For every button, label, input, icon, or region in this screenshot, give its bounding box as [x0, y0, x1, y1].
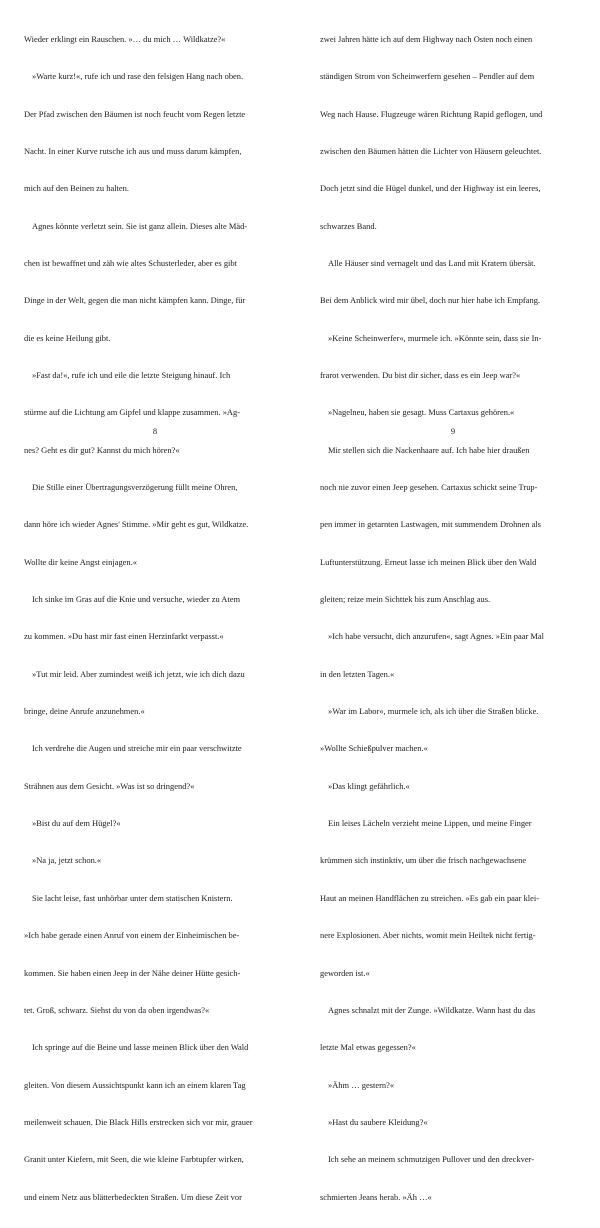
- text-line: Der Pfad zwischen den Bäumen ist noch feucht vom Regen letzte: [24, 108, 246, 119]
- text-line: »Das klingt gefährlich.«: [328, 780, 410, 791]
- text-line: »Ich habe gerade einen Anruf von einem der Einheimischen be-: [24, 930, 240, 941]
- text-line: Die Stille einer Übertragungsverzögerung füllt meine Ohren,: [32, 482, 238, 493]
- text-line: chen ist bewaffnet und zäh wie altes Schusterleder, aber es gibt: [24, 257, 237, 268]
- text-line: bringe, deine Anrufe anzunehmen.«: [24, 706, 145, 717]
- text-line: Wieder erklingt ein Rauschen. »… du mich … Wildkatze?«: [24, 33, 226, 44]
- text-line: pen immer in getarnten Lastwagen, mit summendem Drohnen als: [320, 519, 541, 530]
- text-line: »Na ja, jetzt schon.«: [32, 855, 102, 866]
- text-line: »Hast du saubere Kleidung?«: [328, 1116, 428, 1127]
- left-page-text: [24, 8, 286, 1228]
- text-line: die es keine Heilung gibt.: [24, 332, 111, 343]
- text-line: Ich sinke im Gras auf die Knie und versuche, wieder zu Atem: [32, 594, 241, 605]
- text-line: »Keine Scheinwerfer«, murmele ich. »Könnte sein, dass sie In-: [328, 332, 542, 343]
- text-line: gleiten. Von diesem Aussichtspunkt kann ich an einem klaren Tag: [24, 1079, 246, 1090]
- text-line: Wollte dir keine Angst einjagen.«: [24, 556, 137, 567]
- text-line: Ich verdrehe die Augen und streiche mir ein paar verschwitzte: [32, 743, 242, 754]
- text-line: Ein leises Lächeln verzieht meine Lippen, und meine Finger: [328, 818, 532, 829]
- text-line: »Nagelneu, haben sie gesagt. Muss Cartaxus gehören.«: [328, 407, 515, 418]
- text-line: noch nie zuvor einen Jeep gesehen. Cartaxus schickt seine Trup-: [320, 482, 538, 493]
- text-line: »Warte kurz!«, rufe ich und rase den felsigen Hang nach oben.: [32, 71, 244, 82]
- text-line: schwarzes Band.: [320, 220, 377, 231]
- text-line: dann höre ich wieder Agnes' Stimme. »Mir geht es gut, Wildkatze.: [24, 519, 249, 530]
- text-line: »Wollte Schießpulver machen.«: [320, 743, 428, 754]
- text-line: »War im Labor«, murmele ich, als ich über die Straßen blicke.: [328, 706, 539, 717]
- text-line: »Fast da!«, rufe ich und eile die letzte Steigung hinauf. Ich: [32, 370, 231, 380]
- text-line: »Ähm … gestern?«: [328, 1079, 395, 1090]
- text-line: letzte Mal etwas gegessen?«: [320, 1042, 416, 1053]
- text-line: Agnes schnalzt mit der Zunge. »Wildkatze. Wann hast du das: [328, 1004, 536, 1015]
- text-line: tet. Groß, schwarz. Siehst du von da oben irgendwas?«: [24, 1004, 210, 1015]
- text-line: Ich springe auf die Beine und lasse meinen Blick über den Wald: [32, 1042, 249, 1053]
- text-line: Nacht. In einer Kurve rutsche ich aus und muss darum kämpfen,: [24, 145, 242, 156]
- text-line: kommen. Sie haben einen Jeep in der Nähe deiner Hütte gesich-: [24, 967, 241, 978]
- text-line: frarot verwenden. Du bist dir sicher, dass es ein Jeep war?«: [320, 370, 521, 380]
- text-line: Luftunterstützung. Erneut lasse ich meinen Blick über den Wald: [320, 556, 537, 567]
- text-line: »Tut mir leid. Aber zumindest weiß ich jetzt, wie ich dich dazu: [32, 668, 245, 679]
- text-line: Weg nach Hause. Flugzeuge wären Richtung Rapid geflogen, und: [320, 108, 543, 119]
- page-number: 8: [152, 426, 158, 436]
- text-line: Haut an meinen Handflächen zu streichen. »Es gab ein paar klei-: [320, 892, 540, 903]
- text-line: »Ich habe versucht, dich anzurufen«, sagt Agnes. »Ein paar Mal: [328, 631, 545, 642]
- text-line: mich auf den Beinen zu halten.: [24, 183, 129, 194]
- text-line: zu kommen. »Du hast mir fast einen Herzinfarkt verpasst.«: [24, 631, 224, 642]
- right-page-text: [320, 8, 582, 1228]
- text-line: Mir stellen sich die Nackenhaare auf. Ich habe hier draußen: [328, 444, 530, 455]
- text-line: Ich sehe an meinem schmutzigen Pullover und den dreckver-: [328, 1154, 535, 1165]
- text-line: Strähnen aus dem Gesicht. »Was ist so dringend?«: [24, 780, 195, 791]
- right-page: [300, 0, 600, 1202]
- text-line: Agnes könnte verletzt sein. Sie ist ganz allein. Dieses alte Mäd-: [32, 220, 248, 231]
- text-line: Bei dem Anblick wird mir übel, doch nur hier habe ich Empfang.: [320, 295, 541, 306]
- left-page: [0, 0, 300, 1202]
- text-line: krümmen sich instinktiv, um über die frisch nachgewachsene: [320, 855, 527, 866]
- text-line: nes? Geht es dir gut? Kannst du mich hören?«: [24, 444, 180, 455]
- text-line: Dinge in der Welt, gegen die man nicht kämpfen kann. Dinge, für: [24, 295, 246, 306]
- text-line: und einem Netz aus blätterbedeckten Straßen. Um diese Zeit vor: [24, 1191, 242, 1202]
- text-line: geworden ist.«: [320, 967, 370, 978]
- text-line: schmierten Jeans herab. »Äh …«: [320, 1191, 432, 1202]
- text-line: ständigen Strom von Scheinwerfern gesehen – Pendler auf dem: [320, 71, 535, 82]
- text-line: zwei Jahren hätte ich auf dem Highway nach Osten noch einen: [320, 33, 533, 44]
- text-line: stürme auf die Lichtung am Gipfel und klappe zusammen. »Ag-: [24, 407, 241, 418]
- text-line: Alle Häuser sind vernagelt und das Land mit Kratern übersät.: [328, 257, 536, 268]
- text-line: Doch jetzt sind die Hügel dunkel, und der Highway ist ein leeres,: [320, 183, 541, 194]
- text-line: nere Explosionen. Aber nichts, womit mein Heiltek nicht fertig-: [320, 930, 536, 941]
- text-line: meilenweit schauen. Die Black Hills erstrecken sich vor mir, grauer: [24, 1116, 253, 1127]
- text-line: Granit unter Kiefern, mit Seen, die wie kleine Farbtupfer wirken,: [24, 1154, 244, 1165]
- text-line: »Bist du auf dem Hügel?«: [32, 818, 121, 829]
- text-line: gleiten; reize mein Sichttek bis zum Anschlag aus.: [320, 594, 491, 605]
- text-line: in den letzten Tagen.«: [320, 668, 395, 679]
- text-line: zwischen den Bäumen hätten die Lichter von Häusern geleuchtet.: [320, 145, 542, 156]
- text-line: Sie lacht leise, fast unhörbar unter dem statischen Knistern.: [32, 892, 233, 903]
- page-number: 9: [450, 426, 456, 436]
